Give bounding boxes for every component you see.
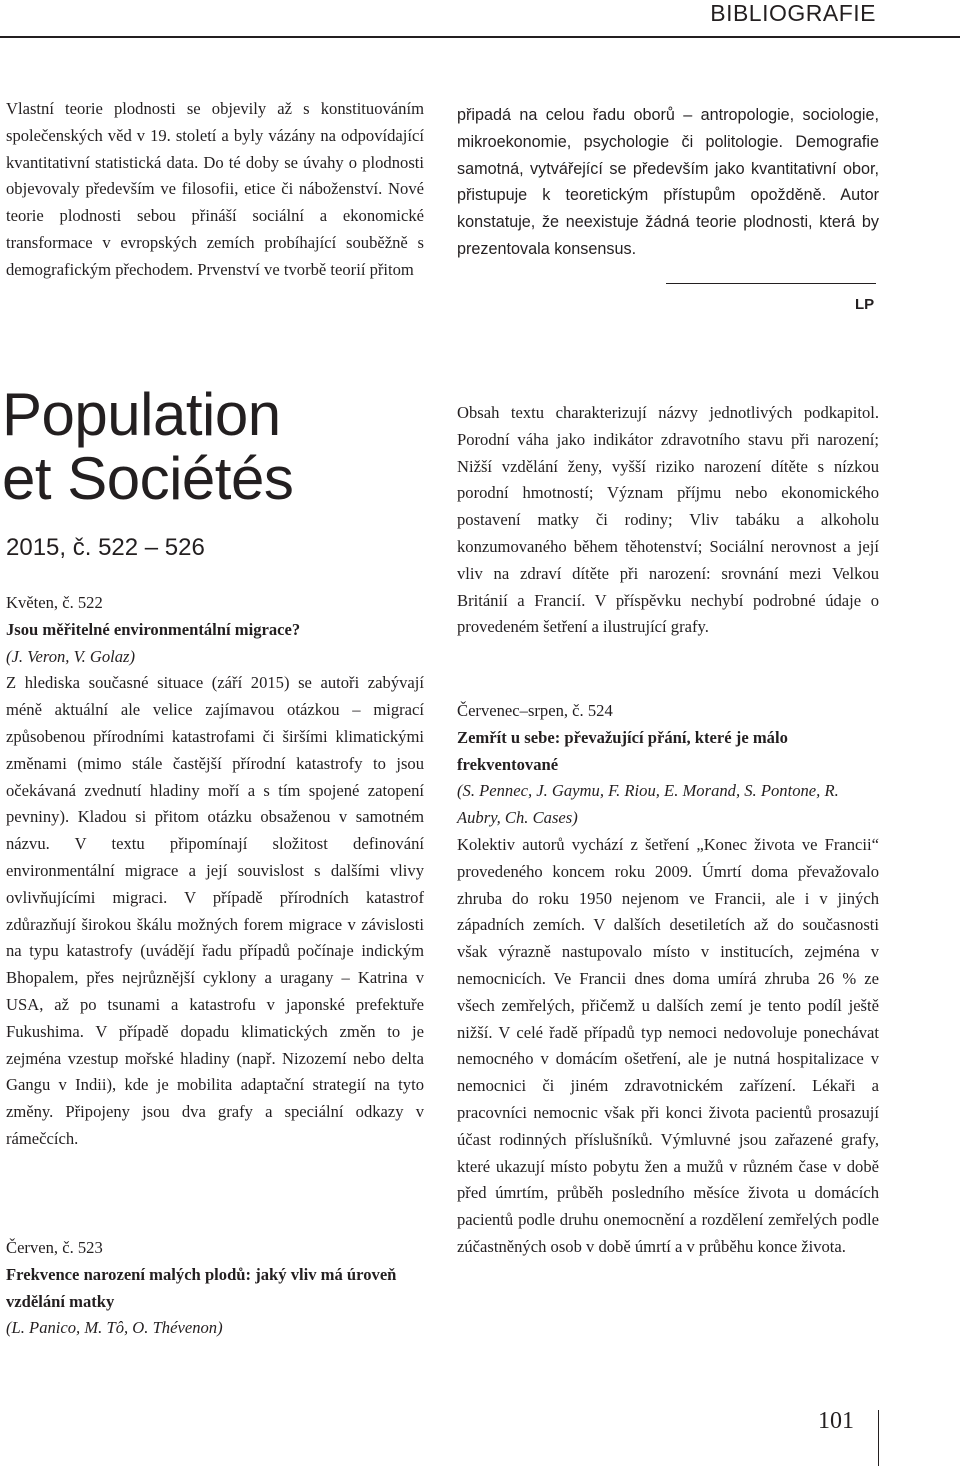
issue-text: Kolektiv autorů vychází z šetření „Konec života ve Francii“ provedeného koncem roku 2009. Úmrtí doma převažovalo zhruba do roku 1950 nejenom ve Francii, ale i v jiných západních zemích. V dalších desetiletích až do současnosti však výrazně nastupovalo místo v institucích, zejména v nemocnicích. Ve Francii dnes doma umírá zhruba 26 % ze všech zemřelých, přičemž u dalších zemí je tento podíl ještě nižší. V celé řadě případů typ nemoci nedovoluje ponechávat nemocného v domácím ošetření, ale je nutná hospitalizace v nemocnici či jiném zdravotnickém zařízení. Lékaři a pracovníci nemocnic však při konci života pacientů prosazují účast rodinných příslušníků. Výmluvné jsou zařazené grafy, které ukazují místo pobytu žen a mužů v různém čase v době před úmrtím, průběh posledního měsíce života u domácích pacientů podle druhu onemocnění a rozdělení zemřelých podle zúčastněných osob v době úmrtí a v průběhu konce života. [457,834,879,1256]
intro-text-right: připadá na celou řadu oborů – antropologie, sociologie, mikroekonomie, psychologie či politologie. Demografie samotná, vytvářející se především jako kvantitativní obor, přistupuje k teoretickým přístupům opožděně. Autor konstatuje, že neexistuje žádná teorie plodnosti, která by prezentovala konsensus. [457,106,879,258]
issue-authors: (S. Pennec, J. Gaymu, F. Riou, E. Morand, S. Pontone, R. Aubry, Ch. Cases) [457,781,839,828]
issue-date: Červen, č. 523 [6,1238,103,1257]
issue-523 [6,1235,424,1342]
issue-title: Jsou měřitelné environmentální migrace? [6,619,301,639]
header-divider [0,36,960,38]
page-number-divider [878,1410,879,1466]
author-signature: LP [855,296,875,313]
issue-date: Červenec–srpen, č. 524 [457,701,613,720]
issue-522 [6,590,424,1153]
issue-date: Květen, č. 522 [6,593,103,612]
journal-title [2,383,293,511]
journal-title-line2: et Sociétés [2,445,294,512]
intro-text-left: Vlastní teorie plodnosti se objevily až s konstituováním společenských věd v 19. století a byly vázány na odpovídající kvantitativní statistická data. Do té doby se úvahy o plodnosti objevovaly především ve filosofii, etice či náboženství. Nové teorie plodnosti sebou přináší sociální a ekonomické transformace v evropských zemích probíhající souběžně s demografickým přechodem. Prvenství ve tvorbě teorií přitom [6,99,424,279]
issue-524 [457,698,879,1261]
signature-divider [666,283,876,284]
issue-523-text: Obsah textu charakterizují názvy jednotlivých podkapitol. Porodní váha jako indikátor zdravotního stavu při narození; Nižší vzdělání ženy, vyšší riziko narození dítěte s nízkou porodní hmotností; Význam příjmu nebo ekonomického postavení matky či rodiny; Vliv tabáku a alkoholu konzumovaného během těhotenství; Sociální nerovnost a její vliv na zdraví dítěte při narození: srovnání mezi Velkou Británií a Francií. V příspěvku nechybí podrobné údaje o provedeném šetření a ilustrující grafy. [457,403,879,637]
issue-title: Frekvence narození malých plodů: jaký vliv má úroveň vzdělání matky [6,1264,397,1311]
issue-text: Z hlediska současné situace (září 2015) se autoři zabývají méně aktuální ale velice zajímavou otázkou – migrací způsobenou přírodními katastrofami či širšími klimatickými změnami (mimo stále častější přírodní katastrofy to jsou očekávaná zvednutí hladiny moří a s tím spojené zatopení pevniny). Kladou si přitom otázku obsaženou v samotném názvu. V textu připomínají složitost definování environmentální migrace a její souvislost s dalšími vlivy ovlivňujícími migraci. V případě přírodních katastrof zdůrazňují širokou škálu možných forem migrace v závislosti na typu katastrofy (uvádějí řadu případů počínaje indickým Bhopalem, přes nejrůznější cyklony a uragany – Katrina v USA, až po tsunami a katastrofu v japonské prefektuře Fukushima. V případě dopadu klimatických změn to je zejména vzestup mořské hladiny (např. Nizozemí nebo delta Gangu v Indii), kde je mobilita adaptační strategií na tyto změny. Připojeny jsou dva grafy a speciální odkazy v rámečcích. [6,673,424,1148]
journal-title-line1: Population [2,381,281,448]
page-number: 101 [818,1408,854,1434]
issue-authors: (J. Veron, V. Golaz) [6,646,136,666]
section-title: BIBLIOGRAFIE [710,0,876,26]
issue-authors: (L. Panico, M. Tô, O. Thévenon) [6,1318,223,1338]
journal-issue-range: 2015, č. 522 – 526 [6,534,205,561]
issue-title: Zemřít u sebe: převažující přání, které je málo frekventované [457,727,788,774]
